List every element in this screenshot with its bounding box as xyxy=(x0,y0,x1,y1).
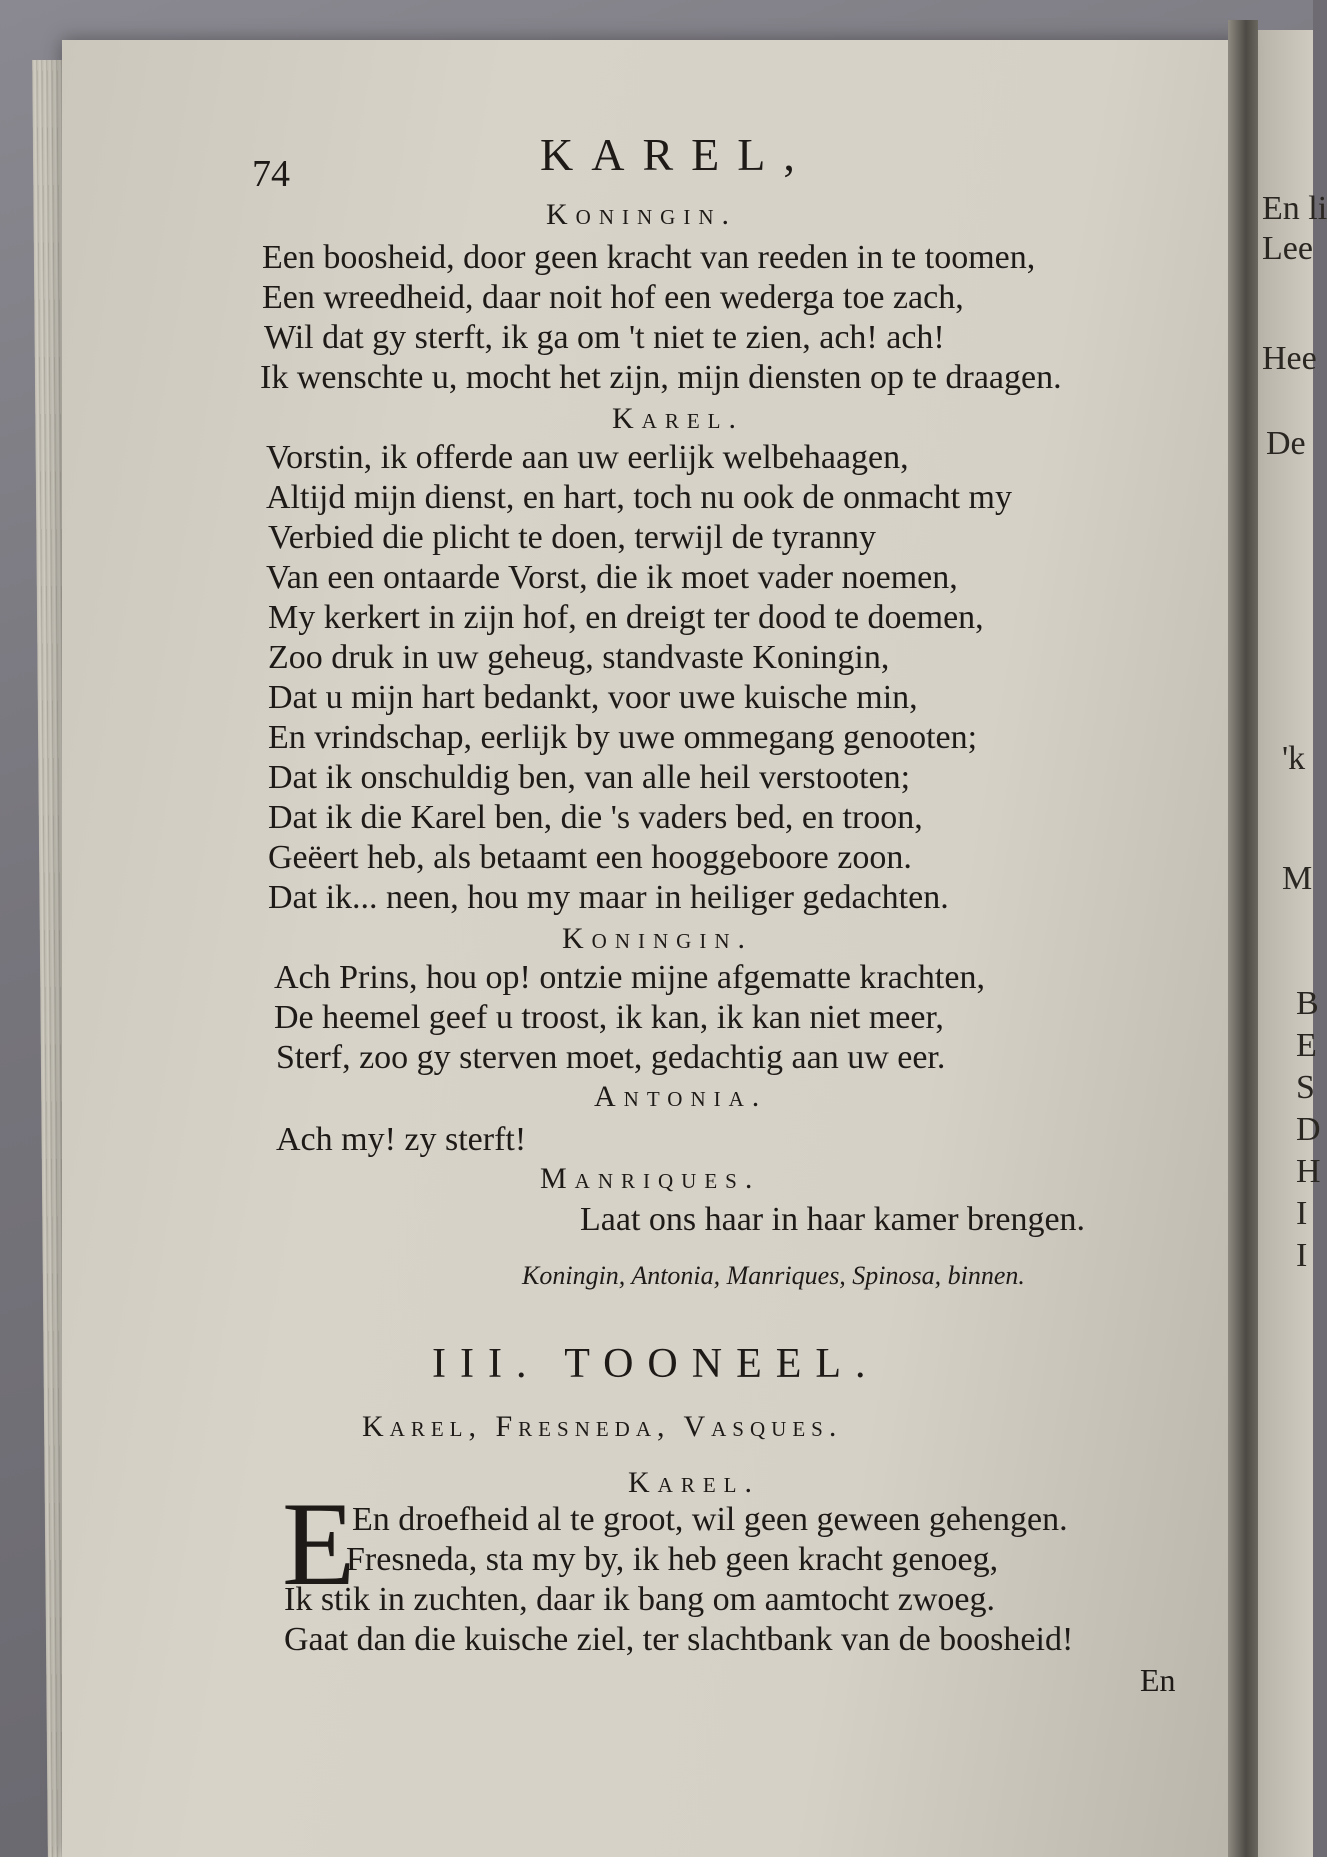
facing-page-text: S xyxy=(1296,1069,1315,1106)
facing-page-text: Hee xyxy=(1262,340,1317,377)
drop-cap: E xyxy=(282,1477,356,1610)
verse-line: Dat ik die Karel ben, die 's vaders bed, en troon, xyxy=(268,799,923,836)
stage-direction: Koningin, Antonia, Manriques, Spinosa, binnen. xyxy=(522,1261,1025,1290)
speaker-name: Karel. xyxy=(628,1466,760,1499)
verse-line: En droefheid al te groot, wil geen geween gehengen. xyxy=(352,1501,1068,1538)
verse-line: Ik wenschte u, mocht het zijn, mijn diensten op te draagen. xyxy=(260,359,1062,396)
verse-line: My kerkert in zijn hof, en dreigt ter dood te doemen, xyxy=(268,599,984,636)
speaker-name: Karel. xyxy=(612,402,744,435)
facing-page-text: Lee xyxy=(1262,230,1313,267)
facing-page-text: I xyxy=(1296,1195,1308,1232)
verse-line: Een wreedheid, daar noit hof een wederga toe zach, xyxy=(262,279,964,316)
speaker-name: Koningin. xyxy=(562,922,753,955)
scene-title: III. TOONEEL. xyxy=(432,1341,880,1387)
verse-line: Wil dat gy sterft, ik ga om 't niet te zien, ach! ach! xyxy=(264,319,945,356)
speaker-name: Koningin. xyxy=(546,198,737,231)
verse-line: Van een ontaarde Vorst, die ik moet vader noemen, xyxy=(266,559,958,596)
verse-line: Gaat dan die kuische ziel, ter slachtbank van de boosheid! xyxy=(284,1621,1074,1658)
facing-page-text: En li xyxy=(1262,190,1327,227)
facing-page-text: I xyxy=(1296,1237,1308,1274)
facing-page-text: B xyxy=(1296,985,1319,1022)
catchword: En xyxy=(1140,1662,1176,1698)
verse-line: Een boosheid, door geen kracht van reeden in te toomen, xyxy=(262,239,1036,276)
verse-line: Zoo druk in uw geheug, standvaste Koningin, xyxy=(268,639,890,676)
verse-line: Laat ons haar in haar kamer brengen. xyxy=(580,1201,1086,1238)
verse-line: Ik stik in zuchten, daar ik bang om aamtocht zwoeg. xyxy=(284,1581,995,1618)
facing-page-text: E xyxy=(1296,1027,1317,1064)
speaker-name: Manriques. xyxy=(540,1162,761,1195)
verse-line: Geëert heb, als betaamt een hooggeboore zoon. xyxy=(268,839,912,876)
verse-line: Dat u mijn hart bedankt, voor uwe kuische min, xyxy=(268,679,918,716)
verse-line: Ach my! zy sterft! xyxy=(276,1121,527,1158)
facing-page-text: M xyxy=(1282,860,1313,897)
verse-line: En vrindschap, eerlijk by uwe ommegang genooten; xyxy=(268,719,978,756)
verse-line: Vorstin, ik offerde aan uw eerlijk welbehaagen, xyxy=(266,439,909,476)
verse-line: Sterf, zoo gy sterven moet, gedachtig aan uw eer. xyxy=(276,1039,946,1076)
speaker-name: Antonia. xyxy=(594,1080,768,1113)
running-title: KAREL, xyxy=(540,129,813,180)
facing-page-text: 'k xyxy=(1282,740,1306,777)
verse-line: De heemel geef u troost, ik kan, ik kan niet meer, xyxy=(274,999,944,1036)
verse-line: Ach Prins, hou op! ontzie mijne afgematte krachten, xyxy=(274,959,985,996)
verse-line: Altijd mijn dienst, en hart, toch nu ook de onmacht my xyxy=(266,479,1012,516)
facing-page-text: H xyxy=(1296,1153,1321,1190)
verse-line: Fresneda, sta my by, ik heb geen kracht genoeg, xyxy=(346,1541,999,1578)
facing-page-text: D xyxy=(1296,1111,1321,1148)
page-number: 74 xyxy=(252,153,290,195)
verse-line: Dat ik... neen, hou my maar in heiliger gedachten. xyxy=(268,879,949,916)
facing-page-text: De xyxy=(1266,425,1306,462)
verse-line: Dat ik onschuldig ben, van alle heil verstooten; xyxy=(268,759,911,796)
scene-persons: Karel, Fresneda, Vasques. xyxy=(362,1410,843,1443)
verse-line: Verbied die plicht te doen, terwijl de tyranny xyxy=(268,519,877,556)
